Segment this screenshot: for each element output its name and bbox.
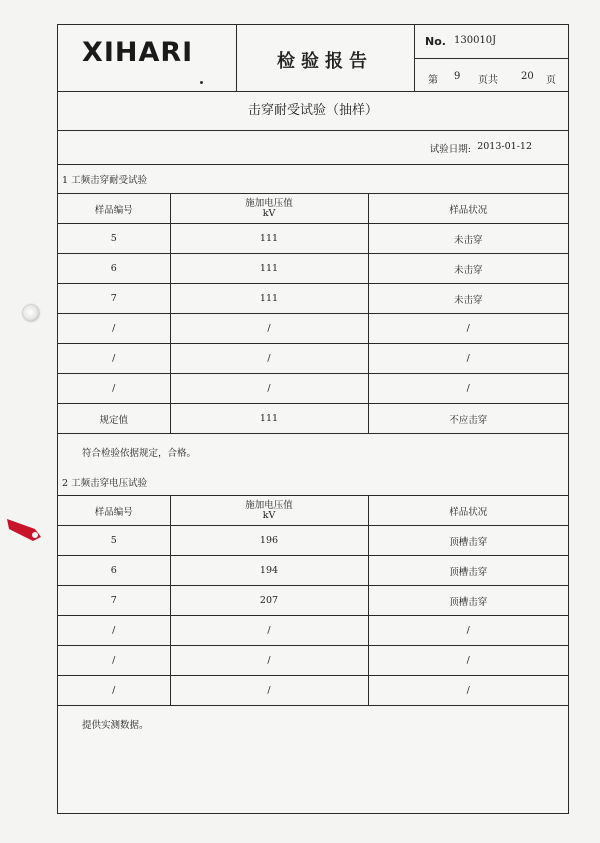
red-tag-icon: [5, 515, 43, 543]
table-header-row: [58, 194, 568, 224]
column-header: [170, 194, 368, 224]
table-cell: 顶槽击穿: [368, 526, 568, 556]
binder-punch-hole: [23, 305, 39, 321]
table-cell: 111: [170, 224, 368, 254]
column-header: 样品状况: [368, 496, 568, 526]
table-row: [58, 284, 568, 314]
table-cell: 111: [170, 404, 368, 434]
table-cell: 未击穿: [368, 224, 568, 254]
report-sheet: [57, 24, 569, 814]
section1-table: [58, 193, 568, 434]
test-date-value: 2013-01-12: [477, 141, 532, 152]
table-cell: 6: [58, 254, 170, 284]
logo-cell: [58, 25, 237, 91]
table-row: [58, 646, 568, 676]
table-cell: /: [58, 646, 170, 676]
table-cell: 196: [170, 526, 368, 556]
logo-mark: [200, 81, 203, 84]
table-cell: /: [170, 646, 368, 676]
table-cell: /: [58, 374, 170, 404]
table-row: [58, 586, 568, 616]
table-cell: 7: [58, 586, 170, 616]
table-cell: 顶槽击穿: [368, 586, 568, 616]
table-row: [58, 676, 568, 706]
table-row: [58, 526, 568, 556]
table-cell: 不应击穿: [368, 404, 568, 434]
table-row: [58, 374, 568, 404]
section1-heading: 1 工频击穿耐受试验: [62, 175, 148, 186]
column-header: [170, 496, 368, 526]
column-header: 样品状况: [368, 194, 568, 224]
table-cell: /: [368, 314, 568, 344]
test-subtitle: 击穿耐受试验（抽样）: [58, 91, 568, 131]
table-cell: 6: [58, 556, 170, 586]
table-cell: /: [58, 676, 170, 706]
test-date-row: [58, 130, 568, 165]
section1-conclusion: 符合检验依据规定，合格。: [82, 448, 197, 459]
table-cell: /: [368, 646, 568, 676]
column-header: 样品编号: [58, 194, 170, 224]
section2-heading: 2 工频击穿电压试验: [62, 478, 148, 489]
table-cell: 111: [170, 284, 368, 314]
page-suffix: 页: [546, 75, 556, 86]
table-cell: 规定值: [58, 404, 170, 434]
test-date-label: 试验日期:: [429, 144, 471, 155]
report-number-label: No.: [425, 35, 446, 48]
table-header-row: [58, 496, 568, 526]
report-number: 130010J: [454, 35, 497, 46]
table-cell: 5: [58, 224, 170, 254]
page-mid: 页共: [478, 75, 498, 86]
title-cell: [236, 25, 415, 91]
table-cell: /: [170, 344, 368, 374]
table-cell: /: [368, 374, 568, 404]
table-cell: /: [170, 676, 368, 706]
table-cell: /: [58, 616, 170, 646]
column-header-text: 施加电压值: [245, 499, 293, 511]
table-row: [58, 556, 568, 586]
table-cell: 未击穿: [368, 254, 568, 284]
column-header-unit: kV: [262, 509, 276, 521]
table-cell: /: [170, 314, 368, 344]
report-number-cell: [414, 25, 568, 59]
table-cell: 5: [58, 526, 170, 556]
table-cell: /: [170, 374, 368, 404]
section2-conclusion: 提供实测数据。: [82, 720, 149, 731]
table-cell: /: [368, 616, 568, 646]
table-cell: 7: [58, 284, 170, 314]
page-info-cell: [414, 58, 568, 91]
table-cell: /: [58, 314, 170, 344]
table-cell: /: [368, 344, 568, 374]
table-row-spec: [58, 404, 568, 434]
page-current: 9: [454, 71, 461, 82]
table-row: [58, 344, 568, 374]
report-header: [58, 25, 568, 92]
table-row: [58, 254, 568, 284]
page-prefix: 第: [428, 75, 438, 86]
table-cell: 顶槽击穿: [368, 556, 568, 586]
table-cell: /: [58, 344, 170, 374]
column-header: 样品编号: [58, 496, 170, 526]
column-header-unit: kV: [262, 207, 276, 219]
table-row: [58, 616, 568, 646]
table-cell: /: [368, 676, 568, 706]
company-logo: XIHARI: [82, 37, 194, 68]
table-row: [58, 224, 568, 254]
table-cell: /: [170, 616, 368, 646]
report-title: 检验报告: [277, 51, 373, 72]
page-total: 20: [521, 71, 534, 82]
table-cell: 未击穿: [368, 284, 568, 314]
column-header-text: 施加电压值: [245, 197, 293, 209]
table-cell: 111: [170, 254, 368, 284]
table-cell: 194: [170, 556, 368, 586]
table-cell: 207: [170, 586, 368, 616]
table-row: [58, 314, 568, 344]
section2-table: [58, 495, 568, 706]
